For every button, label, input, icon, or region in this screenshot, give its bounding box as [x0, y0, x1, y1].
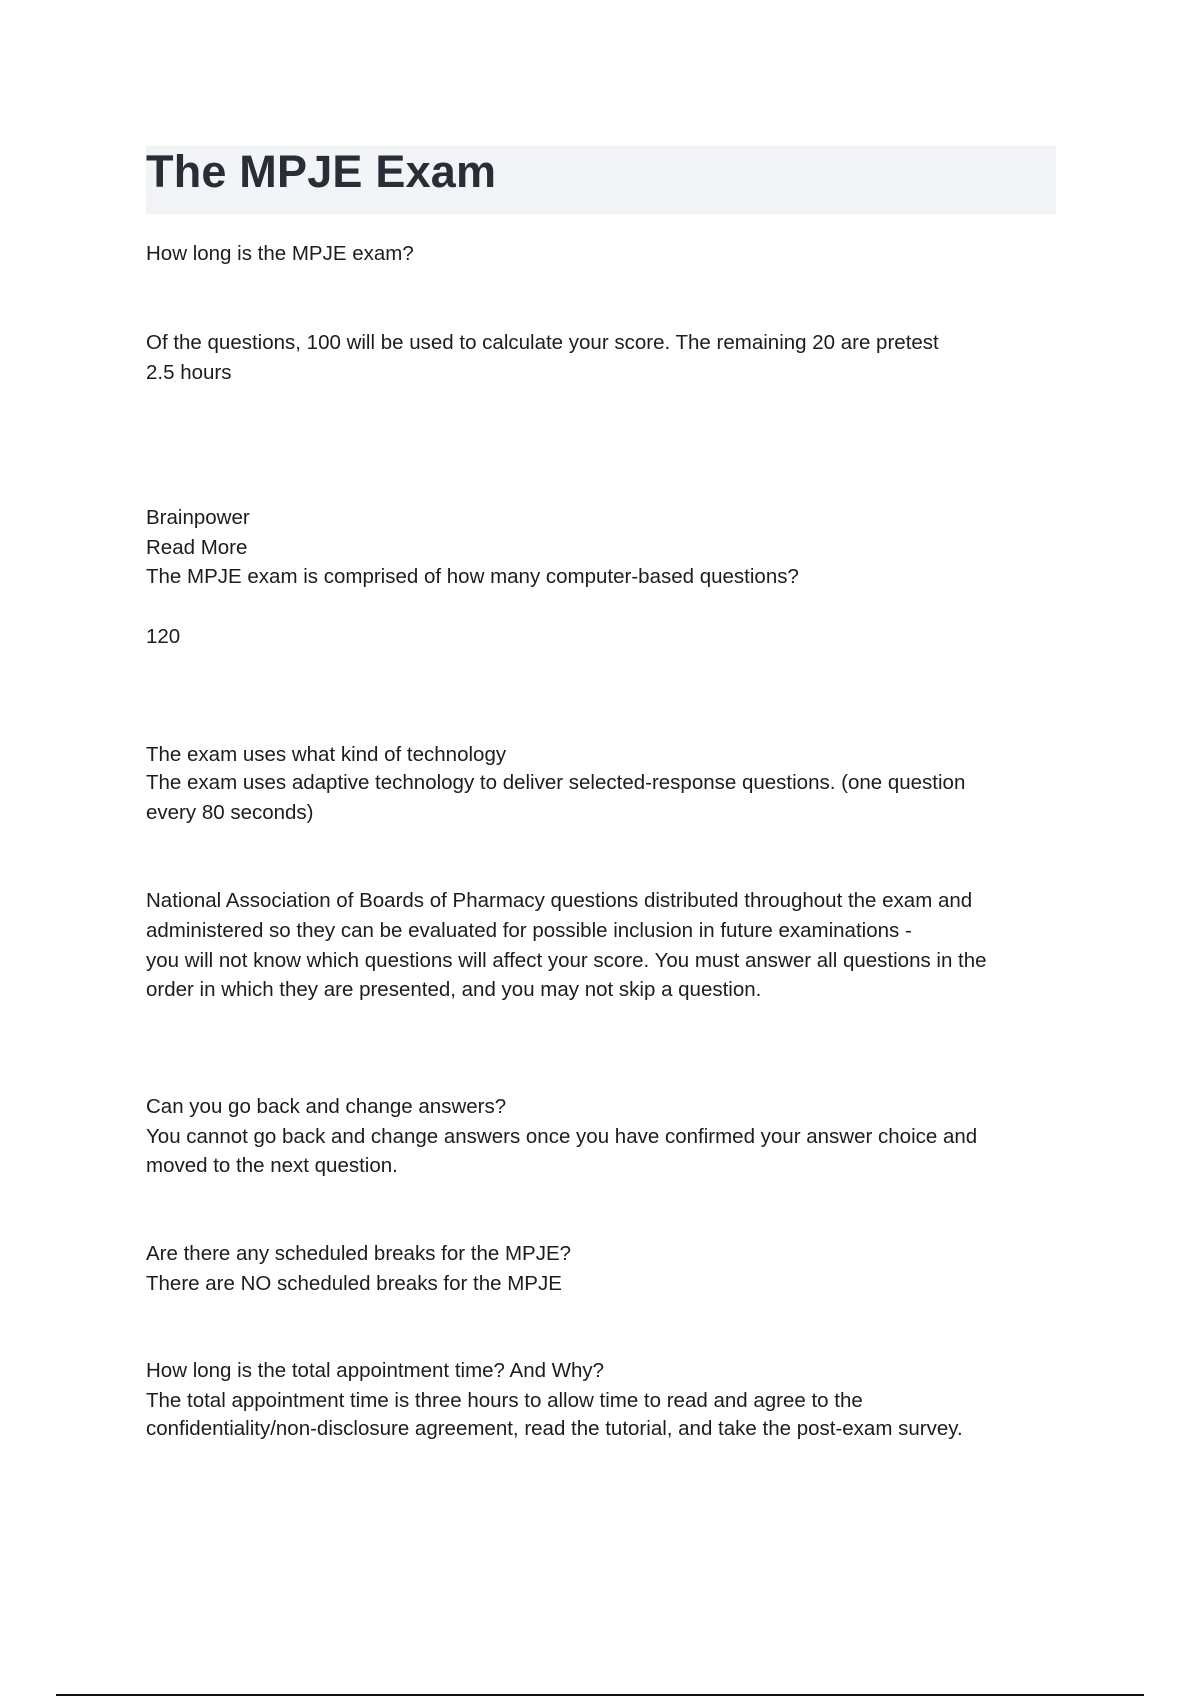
nabp-paragraph-line-1: National Association of Boards of Pharmacy questions distributed throughout the exam and — [146, 889, 973, 912]
answer-exam-length-line-2: 2.5 hours — [146, 361, 232, 384]
answer-breaks: There are NO scheduled breaks for the MPJE — [146, 1272, 562, 1295]
nabp-paragraph-line-3: you will not know which questions will affect your score. You must answer all questions in the — [146, 949, 987, 972]
question-change-answers: Can you go back and change answers? — [146, 1095, 507, 1118]
answer-change-answers-line-1: You cannot go back and change answers once you have confirmed your answer choice and — [146, 1125, 978, 1148]
question-appointment-time: How long is the total appointment time? And Why? — [146, 1359, 605, 1382]
read-more-link[interactable]: Read More — [146, 536, 248, 559]
nabp-paragraph-line-2: administered so they can be evaluated for possible inclusion in future examinations - — [146, 919, 912, 942]
question-technology: The exam uses what kind of technology — [146, 743, 507, 766]
answer-change-answers-line-2: moved to the next question. — [146, 1154, 398, 1177]
page-title: The MPJE Exam — [146, 146, 497, 197]
question-breaks: Are there any scheduled breaks for the MPJE? — [146, 1242, 572, 1265]
answer-appointment-time-line-2: confidentiality/non-disclosure agreement, read the tutorial, and take the post-exam survey. — [146, 1417, 963, 1440]
answer-technology-line-2: every 80 seconds) — [146, 801, 314, 824]
question-question-count: The MPJE exam is comprised of how many computer-based questions? — [146, 565, 799, 588]
answer-technology-line-1: The exam uses adaptive technology to deliver selected-response questions. (one question — [146, 771, 966, 794]
answer-exam-length-line-1: Of the questions, 100 will be used to calculate your score. The remaining 20 are pretest — [146, 331, 939, 354]
answer-appointment-time-line-1: The total appointment time is three hours to allow time to read and agree to the — [146, 1389, 863, 1412]
answer-question-count: 120 — [146, 625, 181, 648]
brainpower-label: Brainpower — [146, 506, 250, 529]
question-exam-length: How long is the MPJE exam? — [146, 242, 414, 265]
nabp-paragraph-line-4: order in which they are presented, and you may not skip a question. — [146, 978, 762, 1001]
bottom-divider — [56, 1694, 1144, 1696]
